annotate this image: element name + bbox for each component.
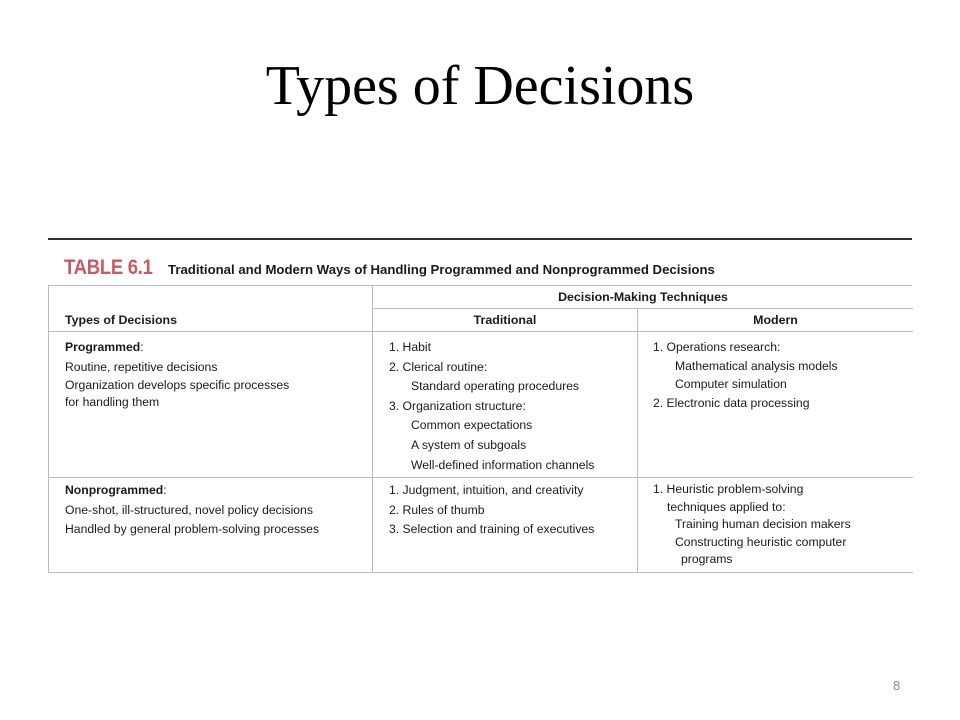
- nonprogrammed-type-cell: [65, 481, 319, 540]
- programmed-desc-3: for handling them: [65, 394, 160, 409]
- nonprogrammed-desc-1: One-shot, ill-structured, novel policy decisions: [65, 502, 313, 517]
- decision-table: [48, 285, 912, 573]
- modern-subitem: Mathematical analysis models: [675, 358, 838, 373]
- trad-item: 3. Organization structure:: [389, 398, 526, 413]
- nonprogrammed-modern-cell: [653, 481, 851, 569]
- trad-item: 2. Rules of thumb: [389, 502, 485, 517]
- header-group-divider: [373, 308, 913, 309]
- nonprogrammed-desc-2: Handled by general problem-solving processes: [65, 522, 320, 537]
- trad-subitem: Well-defined information channels: [411, 457, 595, 472]
- programmed-title-colon: :: [140, 340, 144, 354]
- trad-subitem: Common expectations: [411, 418, 533, 433]
- programmed-title-line: [65, 338, 289, 358]
- programmed-desc-1: Routine, repetitive decisions: [65, 359, 218, 374]
- modern-subitem: Computer simulation: [675, 377, 787, 391]
- modern-item-continued: techniques applied to:: [667, 499, 786, 514]
- trad-item: 2. Clerical routine:: [389, 359, 488, 374]
- trad-subitem: A system of subgoals: [411, 437, 527, 452]
- header-traditional: Traditional: [473, 313, 537, 327]
- nonprogrammed-title-line: [65, 481, 319, 501]
- trad-item: 1. Habit: [389, 340, 432, 354]
- programmed-type-cell: [65, 338, 289, 412]
- page-number: 8: [893, 678, 901, 693]
- col-divider-types: [372, 286, 373, 573]
- table-caption: Traditional and Modern Ways of Handling Programmed and Nonprogrammed Decisions: [168, 262, 715, 277]
- table-top-rule: [48, 238, 912, 240]
- modern-item: 1. Operations research:: [653, 340, 781, 354]
- table-label: TABLE 6.1: [64, 256, 153, 279]
- slide-title: Types of Decisions: [265, 55, 695, 117]
- modern-subitem: Training human decision makers: [675, 517, 851, 532]
- row-divider: [49, 477, 913, 478]
- programmed-modern-cell: [653, 338, 838, 412]
- trad-item: 3. Selection and training of executives: [389, 522, 595, 537]
- table-figure: [48, 238, 912, 573]
- programmed-traditional-cell: [389, 338, 594, 475]
- col-divider-traditional: [637, 308, 638, 573]
- programmed-desc-2: Organization develops specific processes: [65, 378, 290, 393]
- nonprogrammed-traditional-cell: [389, 481, 594, 540]
- nonprogrammed-title-colon: :: [163, 483, 167, 497]
- nonprogrammed-title: Nonprogrammed: [65, 483, 164, 497]
- modern-subitem-continued: programs: [681, 552, 733, 567]
- header-bottom-divider: [49, 331, 913, 332]
- trad-subitem: Standard operating procedures: [411, 379, 580, 394]
- header-modern: Modern: [753, 313, 798, 327]
- programmed-title: Programmed: [65, 340, 141, 354]
- modern-item: 1. Heuristic problem-solving: [653, 482, 804, 496]
- trad-item: 1. Judgment, intuition, and creativity: [389, 483, 584, 497]
- table-bottom-border: [49, 572, 913, 573]
- header-types-of-decisions: Types of Decisions: [65, 313, 178, 327]
- header-decision-making-techniques: Decision-Making Techniques: [558, 290, 728, 304]
- modern-item: 2. Electronic data processing: [653, 395, 810, 410]
- modern-subitem: Constructing heuristic computer: [675, 534, 847, 549]
